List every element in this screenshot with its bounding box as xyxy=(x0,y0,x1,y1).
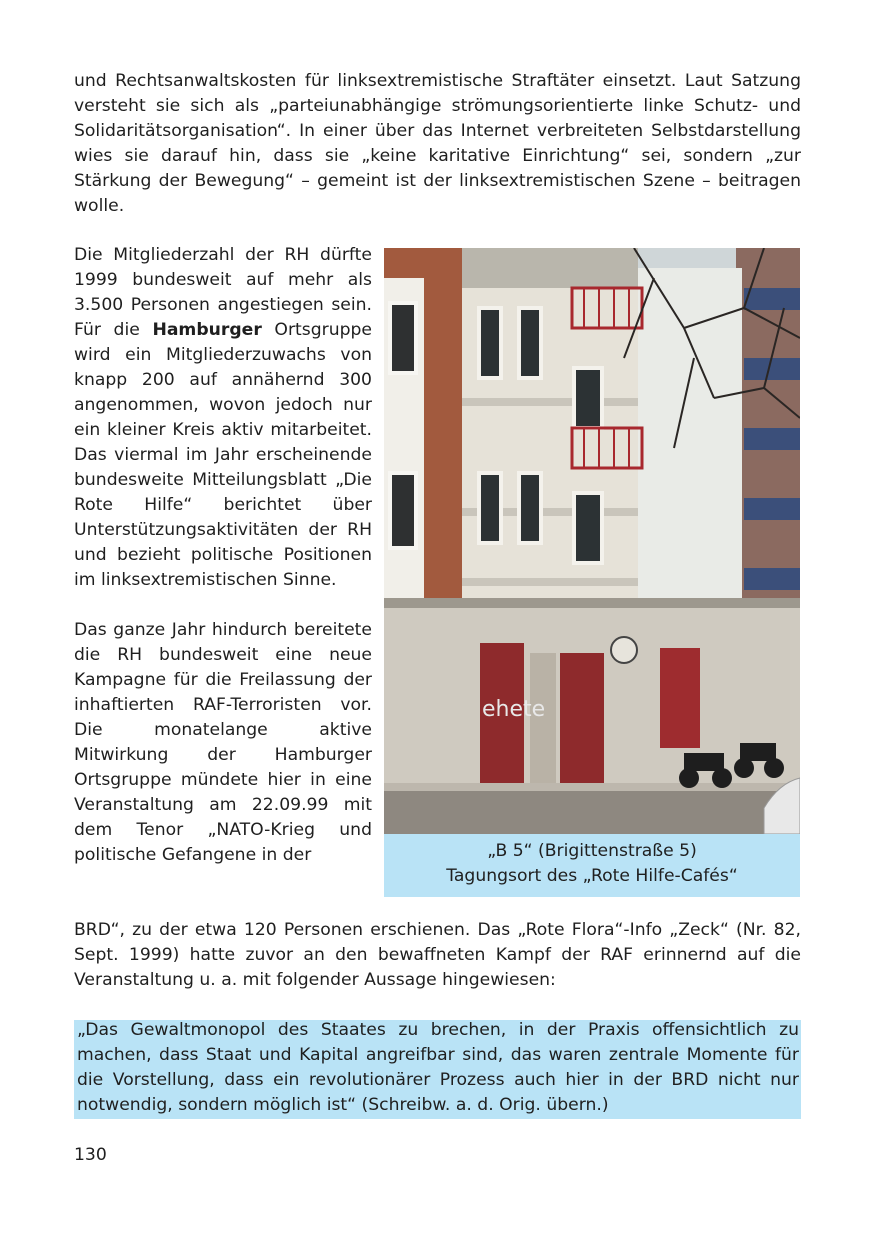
membership-paragraph xyxy=(74,243,372,593)
graffiti-text: ehete xyxy=(482,697,546,722)
hamburger-bold: Hamburger xyxy=(152,320,262,340)
left-column xyxy=(74,243,372,868)
building-photo xyxy=(384,248,800,834)
caption-line-2: Tagungsort des „Rote Hilfe-Cafés“ xyxy=(446,866,738,886)
photo-caption xyxy=(384,834,800,897)
membership-text-end: Ortsgruppe wird ein Mitgliederzuwachs von knapp 200 auf annähernd 300 angenommen, wovon jedoch nur ein kleiner Kreis aktiv mitarbeitet. Das viermal im Jahr erscheinende bundesweite Mitteilungsblatt „Die Rote Hilfe“ berichtet über Unterstützungsaktivitäten der RH und bezieht politische Positionen im linksextremistischen Sinne. xyxy=(74,320,372,590)
membership-text-start: Die Mitgliederzahl der RH dürfte 1999 bundesweit auf mehr als 3.500 Personen angestiegen sein. Für die xyxy=(74,245,372,340)
intro-paragraph: und Rechtsanwaltskosten für linksextremistische Straftäter einsetzt. Laut Satzung versteht sie sich als „parteiunabhängige strömungsorientierte linke Schutz- und Solidaritätsorganisation“. In einer über das Internet verbreiteten Selbstdarstellung wies sie darauf hin, dass sie „keine karitative Einrichtung“ sei, sondern „zur Stärkung der Bewegung“ – gemeint ist der linksextremistischen Szene – beitragen wolle. xyxy=(74,71,801,216)
campaign-paragraph-continued: BRD“, zu der etwa 120 Personen erschienen. Das „Rote Flora“-Info „Zeck“ (Nr. 82, Sept. 1999) hatte zuvor an den bewaffneten Kampf der RAF erinnernd auf die Veranstaltung u. a. mit folgender Aussage hingewiesen: xyxy=(74,920,801,990)
quote-box xyxy=(74,1020,801,1119)
page-number: 130 xyxy=(74,1145,107,1165)
campaign-paragraph: Das ganze Jahr hindurch bereitete die RH bundesweit eine neue Kampagne für die Freilassung der inhaftierten RAF-Terroristen vor. Die monatelange aktive Mitwirkung der Hamburger Ortsgruppe mündete hier in eine Veranstaltung am 22.09.99 mit dem Tenor „NATO-Krieg und politische Gefangene in der xyxy=(74,620,372,865)
quote-text: „Das Gewaltmonopol des Staates zu brechen, in der Praxis offensichtlich zu machen, dass Staat und Kapital angreifbar sind, das waren zentrale Momente für die Vorstellung, dass ein revolutionärer Prozess auch hier in der BRD nicht nur notwendig, sondern möglich ist“ (Schreibw. a. d. Orig. übern.) xyxy=(77,1020,799,1115)
caption-line-1: „B 5“ (Brigittenstraße 5) xyxy=(487,841,697,861)
